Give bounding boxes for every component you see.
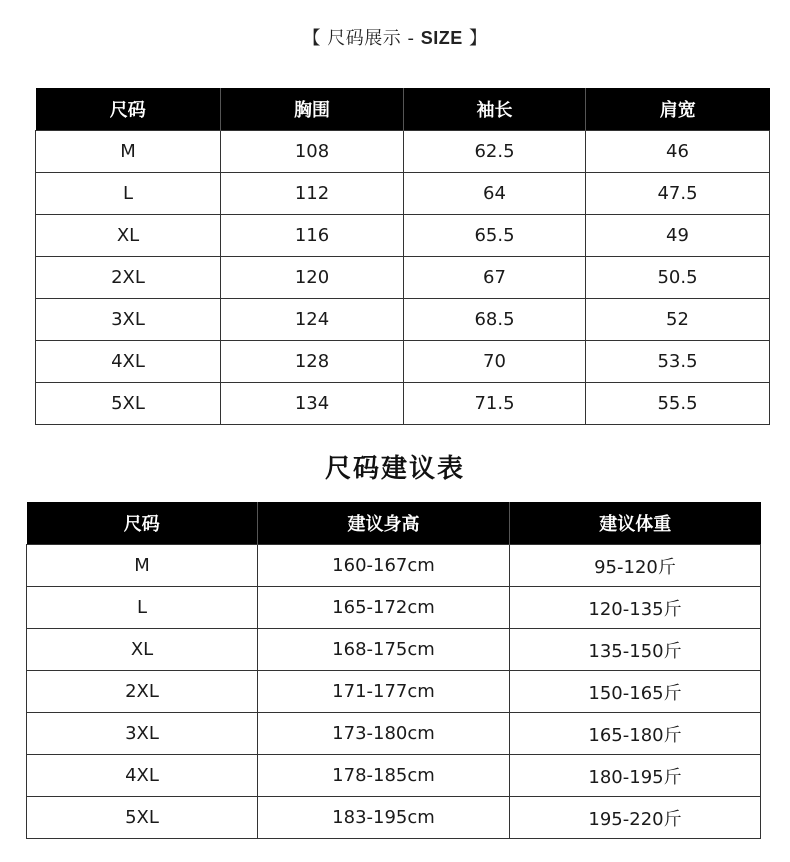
size-cell: L (36, 173, 221, 215)
weight-cell: 150-165斤 (510, 671, 761, 713)
sleeve-cell: 64 (404, 173, 586, 215)
weight-cell: 135-150斤 (510, 629, 761, 671)
weight-cell: 165-180斤 (510, 713, 761, 755)
chest-cell: 112 (221, 173, 404, 215)
shoulder-cell: 55.5 (586, 383, 770, 425)
size-chart-row (36, 215, 770, 257)
size-chart-row (36, 131, 770, 173)
size-chart-header-chest: 胸围 (221, 88, 404, 131)
sleeve-cell: 71.5 (404, 383, 586, 425)
recommendation-row (27, 545, 761, 587)
chest-cell: 116 (221, 215, 404, 257)
size-chart-header-row (36, 88, 770, 131)
recommendation-row (27, 671, 761, 713)
recommendation-row (27, 713, 761, 755)
height-cell: 168-175cm (258, 629, 510, 671)
height-cell: 178-185cm (258, 755, 510, 797)
shoulder-cell: 53.5 (586, 341, 770, 383)
recommendation-title: 尺码建议表 (324, 454, 465, 484)
weight-cell: 95-120斤 (510, 545, 761, 587)
chest-cell: 128 (221, 341, 404, 383)
size-cell: M (27, 545, 258, 587)
size-cell: M (36, 131, 221, 173)
weight-cell: 180-195斤 (510, 755, 761, 797)
height-cell: 171-177cm (258, 671, 510, 713)
size-display-title (0, 24, 790, 50)
height-cell: 160-167cm (258, 545, 510, 587)
shoulder-cell: 52 (586, 299, 770, 341)
size-cell: L (27, 587, 258, 629)
size-chart-row (36, 383, 770, 425)
size-chart-row (36, 341, 770, 383)
size-cell: 3XL (36, 299, 221, 341)
size-cell: 4XL (27, 755, 258, 797)
sleeve-cell: 62.5 (404, 131, 586, 173)
size-display-title-suffix: 】 (462, 28, 488, 49)
chest-cell: 134 (221, 383, 404, 425)
size-display-title-size-word: SIZE (420, 28, 463, 48)
sleeve-cell: 65.5 (404, 215, 586, 257)
recommendation-header-row (27, 502, 761, 545)
weight-cell: 120-135斤 (510, 587, 761, 629)
shoulder-cell: 46 (586, 131, 770, 173)
size-chart-row (36, 257, 770, 299)
recommendation-row (27, 755, 761, 797)
weight-cell: 195-220斤 (510, 797, 761, 839)
size-cell: 5XL (27, 797, 258, 839)
chest-cell: 124 (221, 299, 404, 341)
size-cell: 3XL (27, 713, 258, 755)
recommendation-row (27, 629, 761, 671)
recommendation-header-size: 尺码 (27, 502, 258, 545)
size-chart-header-sleeve: 袖长 (404, 88, 586, 131)
size-chart-row (36, 299, 770, 341)
height-cell: 173-180cm (258, 713, 510, 755)
recommendation-row (27, 587, 761, 629)
chest-cell: 120 (221, 257, 404, 299)
recommendation-header-weight: 建议体重 (510, 502, 761, 545)
size-cell: 5XL (36, 383, 221, 425)
size-cell: 4XL (36, 341, 221, 383)
size-cell: 2XL (27, 671, 258, 713)
size-cell: XL (36, 215, 221, 257)
size-cell: 2XL (36, 257, 221, 299)
shoulder-cell: 49 (586, 215, 770, 257)
size-display-title-prefix: 【 尺码展示 - (302, 28, 421, 49)
height-cell: 183-195cm (258, 797, 510, 839)
sleeve-cell: 70 (404, 341, 586, 383)
recommendation-header-height: 建议身高 (258, 502, 510, 545)
shoulder-cell: 47.5 (586, 173, 770, 215)
recommendation-row (27, 797, 761, 839)
sleeve-cell: 68.5 (404, 299, 586, 341)
size-chart-row (36, 173, 770, 215)
size-cell: XL (27, 629, 258, 671)
size-recommendation-table (26, 502, 761, 839)
size-chart-header-shoulder: 肩宽 (586, 88, 770, 131)
shoulder-cell: 50.5 (586, 257, 770, 299)
chest-cell: 108 (221, 131, 404, 173)
size-chart-header-size: 尺码 (36, 88, 221, 131)
height-cell: 165-172cm (258, 587, 510, 629)
sleeve-cell: 67 (404, 257, 586, 299)
size-chart-table (35, 88, 770, 425)
